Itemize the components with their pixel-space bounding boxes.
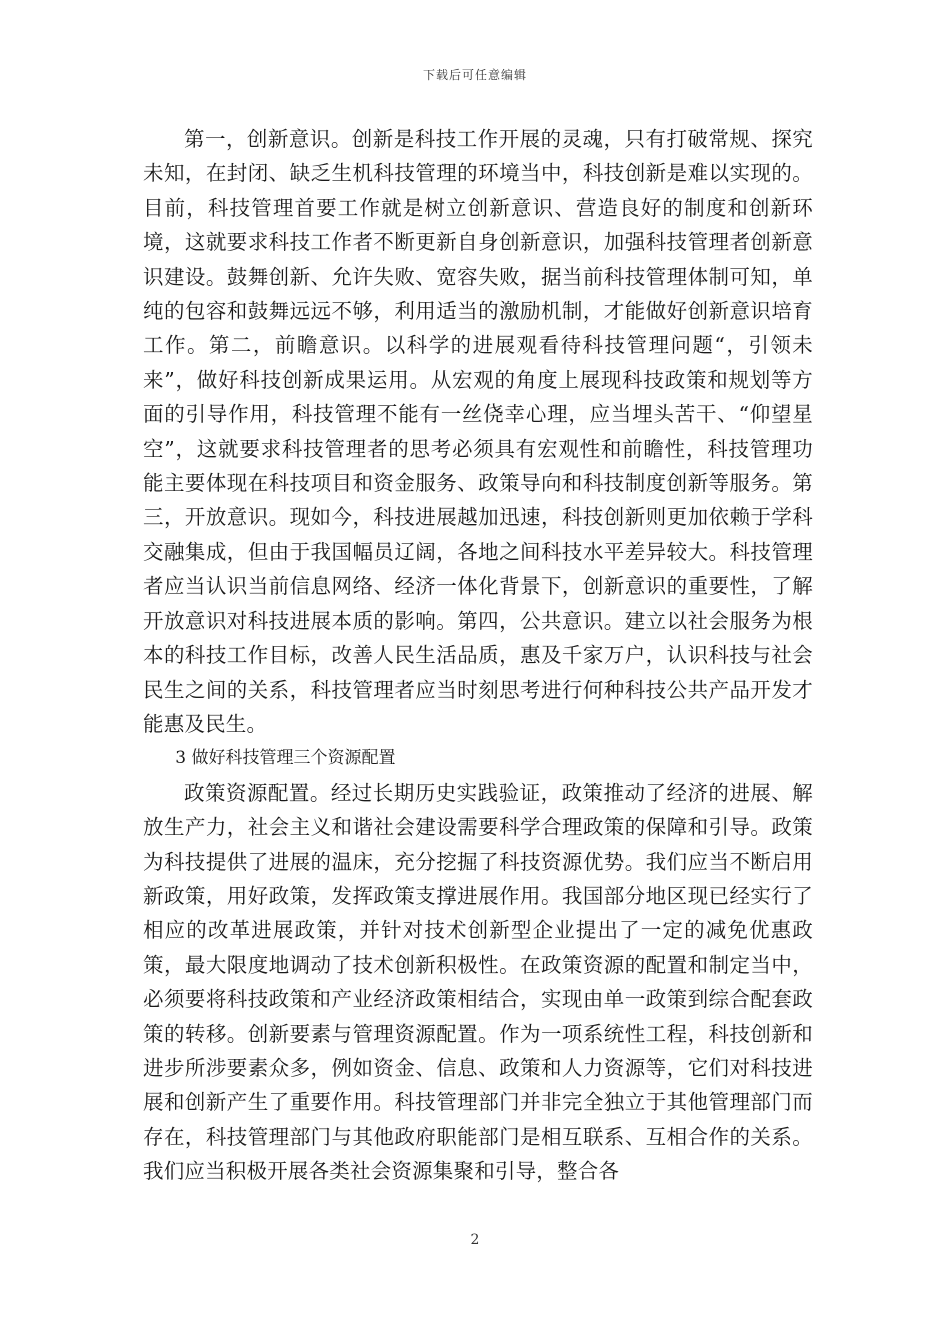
document-body (143, 122, 813, 1189)
page-number: 2 (470, 1232, 480, 1248)
paragraph-resource-allocation: 政策资源配置。经过长期历史实践验证，政策推动了经济的进展、解放生产力，社会主义和谐社会建设需要科学合理政策的保障和引导。政策为科技提供了进展的温床，充分挖掘了科技资源优势。我们应当不断启用新政策，用好政策，发挥政策支撑进展作用。我国部分地区现已经实行了相应的改革进展政策，并针对技术创新型企业提出了一定的减免优惠政策，最大限度地调动了技术创新积极性。在政策资源的配置和制定当中，必须要将科技政策和产业经济政策相结合，实现由单一政策到综合配套政策的转移。创新要素与管理资源配置。作为一项系统性工程，科技创新和进步所涉要素众多，例如资金、信息、政策和人力资源等，它们对科技进展和创新产生了重要作用。科技管理部门并非完全独立于其他管理部门而存在，科技管理部门与其他政府职能部门是相互联系、互相合作的关系。我们应当积极开展各类社会资源集聚和引导，整合各 (143, 780, 813, 1184)
paragraph-awareness: 第一，创新意识。创新是科技工作开展的灵魂，只有打破常规、探究未知，在封闭、缺乏生机科技管理的环境当中，科技创新是难以实现的。目前，科技管理首要工作就是树立创新意识、营造良好的制度和创新环境，这就要求科技工作者不断更新自身创新意识，加强科技管理者创新意识建设。鼓舞创新、允许失败、宽容失败，据当前科技管理体制可知，单纯的包容和鼓舞远远不够，利用适当的激励机制，才能做好创新意识培育工作。第二，前瞻意识。以科学的进展观看待科技管理问题“，引领未来”，做好科技创新成果运用。从宏观的角度上展现科技政策和规划等方面的引导作用，科技管理不能有一丝侥幸心理，应当埋头苦干、“仰望星空”，这就要求科技管理者的思考必须具有宏观性和前瞻性，科技管理功能主要体现在科技项目和资金服务、政策导向和科技制度创新等服务。第三，开放意识。现如今，科技进展越加迅速，科技创新则更加依赖于学科交融集成，但由于我国幅员辽阔，各地之间科技水平差异较大。科技管理者应当认识当前信息网络、经济一体化背景下，创新意识的重要性，了解开放意识对科技进展本质的影响。第四，公共意识。建立以社会服务为根本的科技工作目标，改善人民生活品质，惠及千家万户，认识科技与社会民生之间的关系，科技管理者应当时刻思考进行何种科技公共产品开发才能惠及民生。 (143, 127, 813, 736)
section-heading: 3 做好科技管理三个资源配置 (175, 748, 396, 769)
page-header: 下载后可任意编辑 (422, 68, 527, 82)
